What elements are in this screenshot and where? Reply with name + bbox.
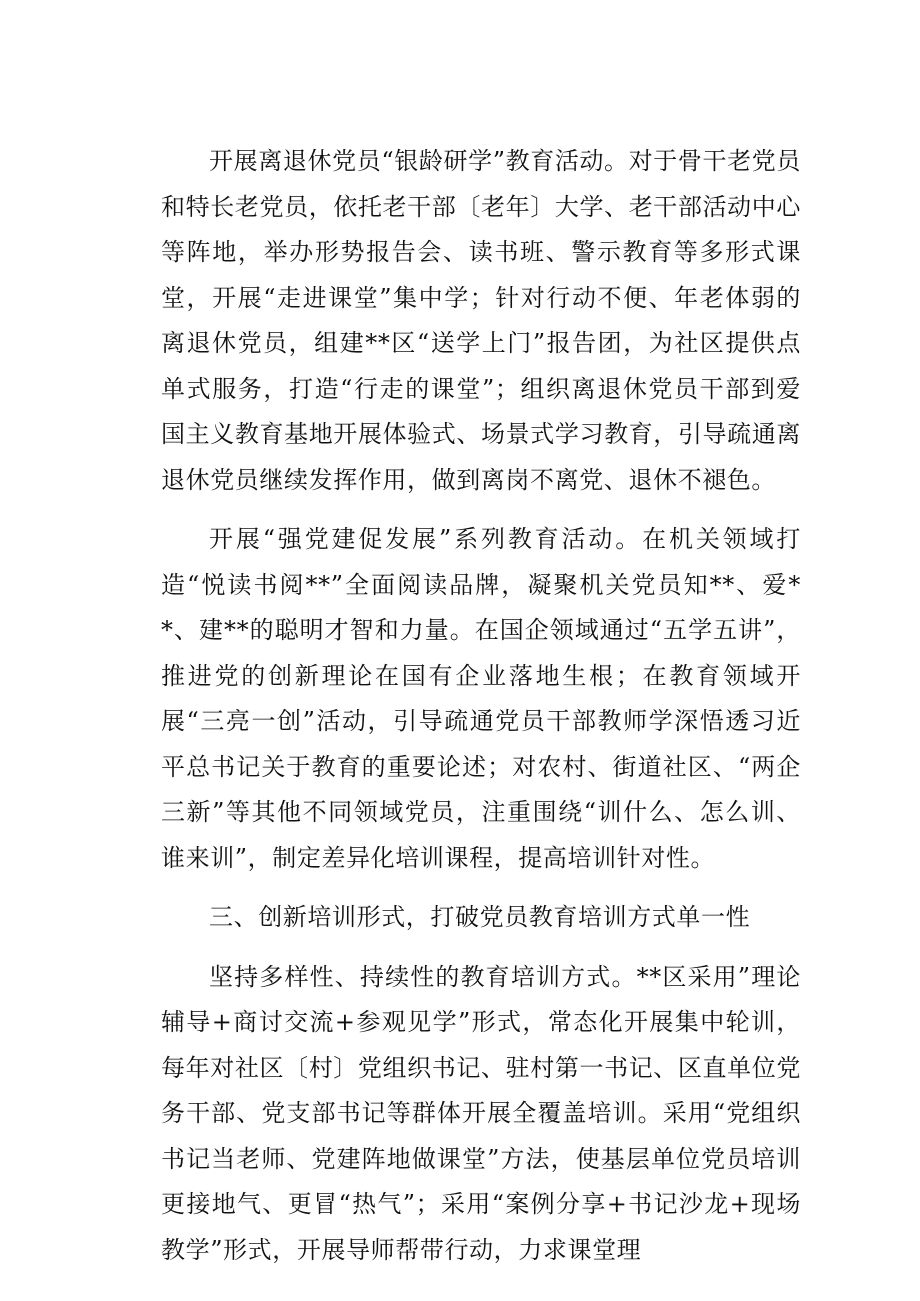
paragraph-training-methods: 坚持多样性、持续性的教育培训方式。**区采用”理论辅导+商讨交流+参观见学”形式，常态化开展集中轮训，每年对社区〔村〕党组织书记、驻村第一书记、区直单位党务干部、党支部书记等群体开展全覆盖培训。采用“党组织书记当老师、党建阵地做课堂”方法，使基层单位党员培训更接地气、更冒“热气”；采用“案例分享+书记沙龙+现场教学”形式，开展导师帮带行动，力求课堂理 [161,962,801,1264]
section-heading: 三、创新培训形式，打破党员教育培训方式单一性 [209,903,751,931]
paragraph-party-building-education: 开展“强党建促发展”系列教育活动。在机关领域打造“悦读书阅**”全面阅读品牌，凝聚机关党员知**、爱**、建**的聪明才智和力量。在国企领域通过“五学五讲”，推进党的创新理论在国有企业落地生根；在教育领域开展“三亮一创”活动，引导疏通党员干部教师学深悟透习近平总书记关于教育的重要论述；对农村、街道社区、“两企三新”等其他不同领域党员，注重围绕“训什么、怎么训、谁来训”，制定差异化培训课程，提高培训针对性。 [161,525,801,872]
document-body [161,139,801,1287]
paragraph-silver-age-study: 开展离退休党员“银龄研学”教育活动。对于骨干老党员和特长老党员，依托老干部〔老年〕大学、老干部活动中心等阵地，举办形势报告会、读书班、警示教育等多形式课堂，开展“走进课堂”集中学；针对行动不便、年老体弱的离退休党员，组建**区“送学上门”报告团，为社区提供点单式服务，打造“行走的课堂”；组织离退休党员干部到爱国主义教育基地开展体验式、场景式学习教育，引导疏通离退休党员继续发挥作用，做到离岗不离党、退休不褪色。 [161,147,801,494]
